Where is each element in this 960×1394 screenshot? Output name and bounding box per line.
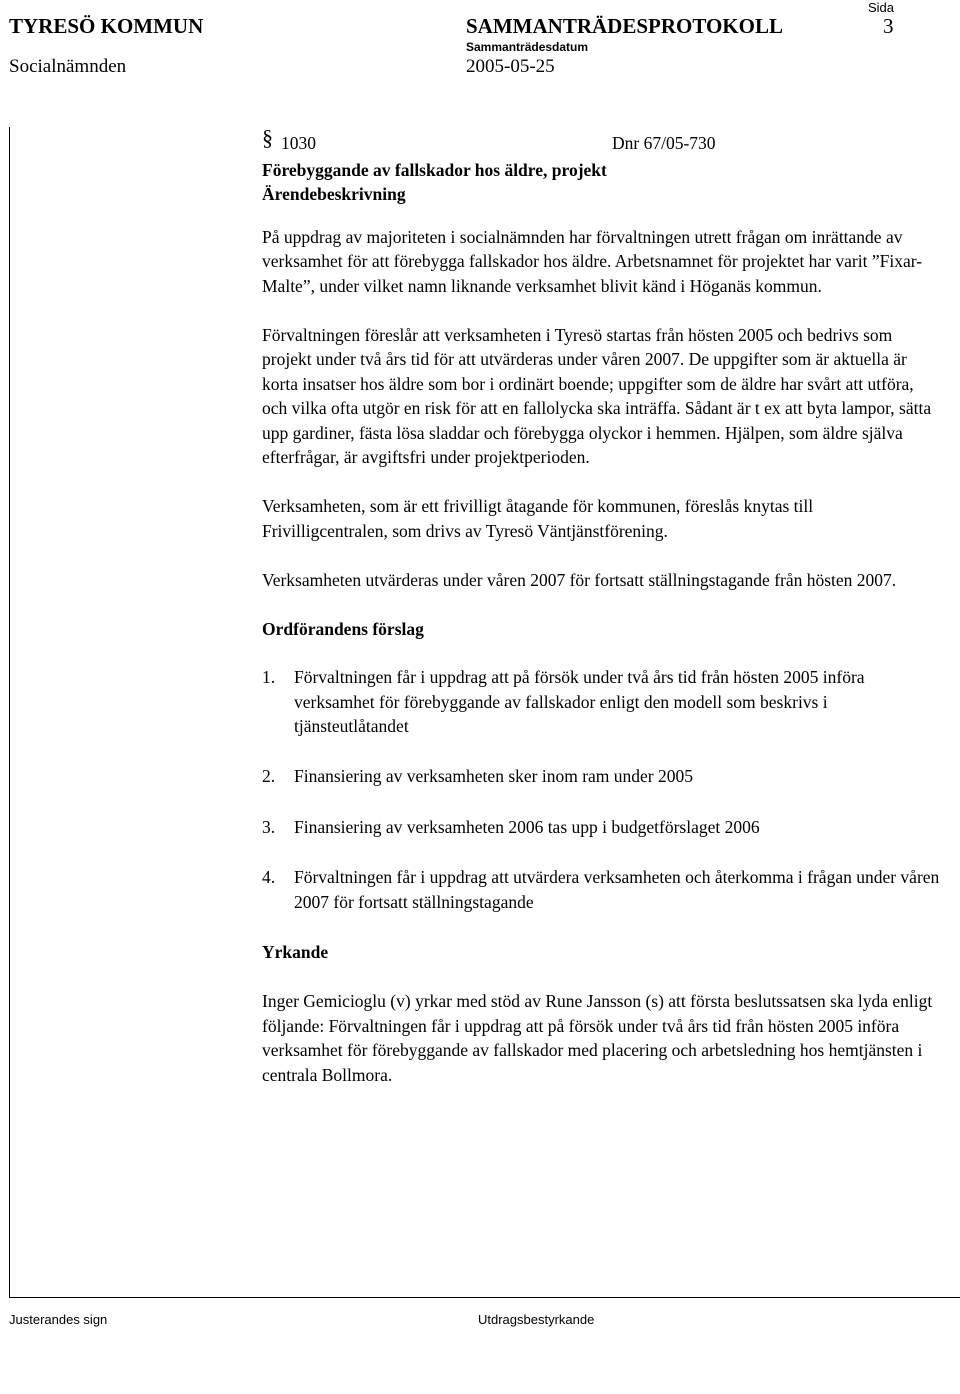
proposal-list	[262, 665, 942, 914]
list-item	[262, 764, 942, 788]
page-number: 3	[883, 14, 894, 38]
motion-text: Inger Gemicioglu (v) yrkar med stöd av Rune Jansson (s) att första beslutssatsen ska lyda enligt följande: Förvaltningen får i uppdrag att på försök under två års tid från hösten 2005 införa verksamhet för förebyggande av fallskador med placering och arbetsledning hos hemtjänsten i centrala Bollmora.	[262, 991, 933, 1085]
margin-rule	[9, 127, 10, 1297]
list-item	[262, 865, 942, 914]
paragraph: På uppdrag av majoriteten i socialnämnden har förvaltningen utrett frågan om inrättande av verksamhet för att förebygga fallskador hos äldre. Arbetsnamnet för projektet har varit ”Fixar-Malte”, under vilket namn liknande verksamhet blivit känd i Höganäs kommun.	[262, 226, 923, 296]
document-body	[262, 125, 942, 1087]
list-item	[262, 665, 942, 738]
item-number-line	[262, 125, 942, 158]
date-label: Sammanträdesdatum	[466, 40, 589, 54]
diary-number: Dnr 67/05-730	[612, 133, 716, 153]
document-type: SAMMANTRÄDESPROTOKOLL	[466, 14, 783, 38]
list-item-text: Finansiering av verksamheten 2006 tas upp i budgetförslaget 2006	[294, 816, 760, 837]
signature-label: Justerandes sign	[9, 1312, 108, 1327]
page-label: Sida	[868, 0, 895, 15]
proposal-heading: Ordförandens förslag	[262, 618, 424, 639]
list-item-number: 1.	[262, 667, 276, 688]
list-item-number: 3.	[262, 816, 276, 837]
meeting-date: 2005-05-25	[466, 56, 555, 77]
list-item	[262, 815, 942, 839]
list-item-number: 2.	[262, 766, 276, 787]
section-sign-icon: §	[262, 125, 273, 150]
section-heading: Ärendebeskrivning	[262, 184, 406, 205]
list-item-text: Förvaltningen får i uppdrag att på försök under två års tid från hösten 2005 införa verksamhet för förebyggande av fallskador enligt den modell som beskrivs i tjänsteutlåtandet	[294, 667, 865, 736]
paragraph: Förvaltningen föreslår att verksamheten i Tyresö startas från hösten 2005 och bedrivs som projekt under två års tid för att utvärderas under våren 2007. De uppgifter som är aktuella är korta insatser hos äldre som bor i ordinärt boende; uppgifter som de äldre har svårt att utföra, och vilka ofta utgör en risk för att en fallolycka ska inträffa. Sådant är t ex att byta lampor, sätta upp gardiner, fästa lösa sladdar och förebygga olyckor i hemmen. Hjälpen, som äldre själva efterfrågar, är avgiftsfri under projektperioden.	[262, 325, 932, 468]
list-item-text: Finansiering av verksamheten sker inom ram under 2005	[294, 766, 693, 787]
footer-rule	[9, 1297, 960, 1298]
department-name: Socialnämnden	[9, 56, 127, 77]
certification-label: Utdragsbestyrkande	[478, 1312, 595, 1327]
list-item-text: Förvaltningen får i uppdrag att utvärdera verksamheten och återkomma i frågan under våren 2007 för fortsatt ställningstagande	[294, 867, 940, 912]
paragraph: Verksamheten utvärderas under våren 2007 för fortsatt ställningstagande från hösten 2007.	[262, 570, 897, 591]
org-name: TYRESÖ KOMMUN	[9, 14, 204, 38]
paragraph: Verksamheten, som är ett frivilligt åtagande för kommunen, föreslås knytas till Frivilligcentralen, som drivs av Tyresö Väntjänstförening.	[262, 496, 814, 541]
motion-heading: Yrkande	[262, 941, 329, 962]
item-number: 1030	[281, 133, 316, 153]
list-item-number: 4.	[262, 867, 276, 888]
item-title: Förebyggande av fallskador hos äldre, projekt	[262, 160, 607, 180]
